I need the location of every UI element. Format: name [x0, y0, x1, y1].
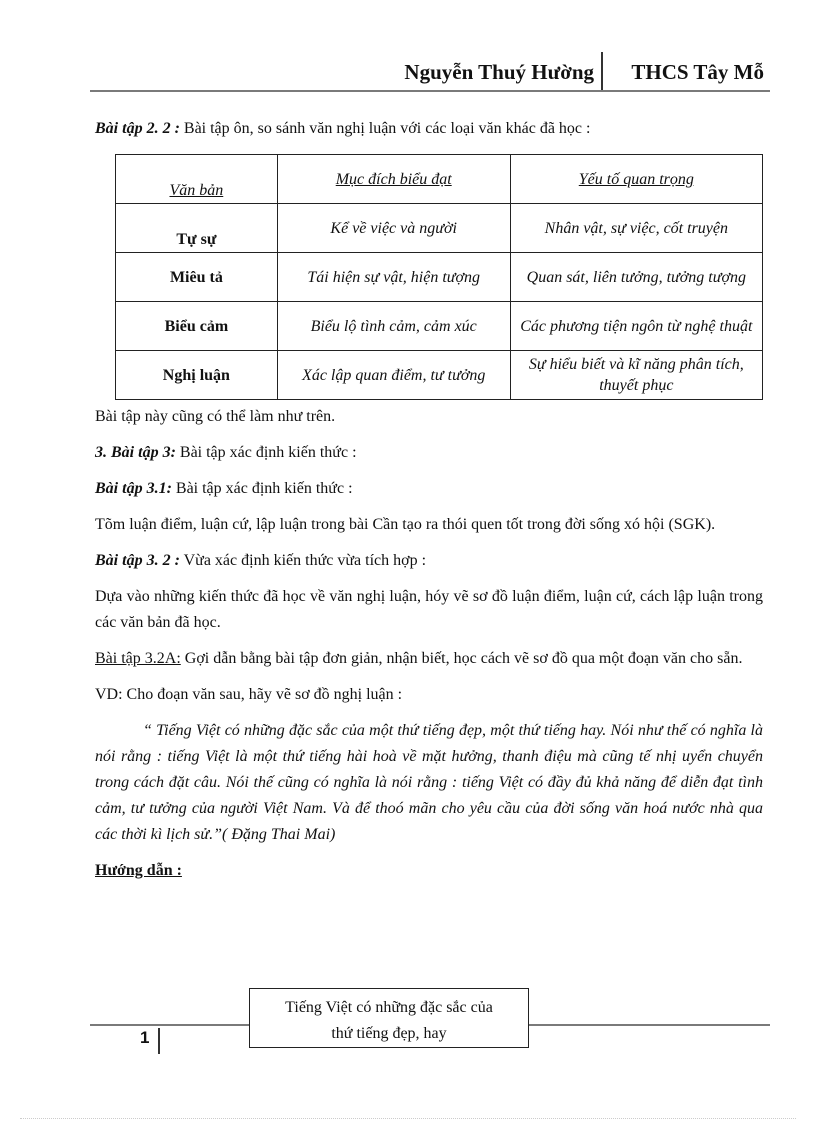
table-cell-type: Tự sự	[116, 204, 278, 253]
exercise-3-2a-label: Bài tập 3.2A:	[95, 650, 181, 667]
header-rule	[90, 90, 770, 92]
exercise-3	[95, 440, 763, 466]
exercise-2-2	[95, 116, 763, 142]
table-row	[116, 351, 763, 400]
quoted-passage: “ Tiếng Việt có những đặc sắc của một thứ tiếng đẹp, một thứ tiếng hay. Nói như thế có nghĩa là nói rằng : tiếng Việt là một thứ tiếng hài hoà về mặt hưởng, thanh điệu mà cũng tế nhị uyển chuyển trong cách đặt câu. Nói thế cũng có nghĩa là nói rằng : tiếng Việt có đầy đủ khả năng để diễn đạt tình cảm, tư tưởng của người Việt Nam. Và để thoó mãn cho yêu cầu của đời sống văn hoá nước nhà qua các thời kì lịch sử.”( Đặng Thai Mai)	[95, 722, 763, 843]
table-cell-purpose: Kể về việc và người	[277, 204, 510, 253]
document-body	[95, 116, 763, 894]
exercise-3-2	[95, 548, 763, 574]
exercise-3-1-body: Tõm luận điểm, luận cứ, lập luận trong bài Cần tạo ra thói quen tốt trong đời sống xó hội (SGK).	[95, 516, 716, 533]
exercise-3-1-label: Bài tập 3.1:	[95, 480, 172, 497]
table-row	[116, 204, 763, 253]
example-prompt: VD: Cho đoạn văn sau, hãy vẽ sơ đồ nghị luận :	[95, 686, 403, 703]
table-cell-purpose: Xác lập quan điểm, tư tưởng	[277, 351, 510, 400]
guide-heading: Hướng dẫn :	[95, 862, 182, 879]
exercise-3-1-text: Bài tập xác định kiến thức :	[171, 480, 353, 497]
comparison-table	[115, 154, 763, 400]
exercise-3-2-label: Bài tập 3. 2 :	[95, 552, 180, 569]
diagram-box	[249, 988, 529, 1048]
exercise-3-text: Bài tập xác định kiến thức :	[175, 444, 357, 461]
page-header	[90, 52, 770, 92]
table-cell-factor: Sự hiểu biết và kĩ năng phân tích, thuyết phục	[510, 351, 762, 400]
exercise-2-2-label: Bài tập 2. 2 :	[95, 120, 180, 137]
table-cell-factor: Các phương tiện ngôn từ nghệ thuật	[510, 302, 762, 351]
table-header-row	[116, 155, 763, 204]
exercise-3-label: 3. Bài tập 3:	[95, 444, 176, 461]
exercise-3-2a-text: Gợi dẫn bằng bài tập đơn giản, nhận biết, học cách vẽ sơ đồ qua một đoạn văn cho sẵn.	[180, 650, 743, 667]
table-header-cell: Mục đích biểu đạt	[277, 155, 510, 204]
exercise-3-2-text: Vừa xác định kiến thức vừa tích hợp :	[179, 552, 427, 569]
table-row	[116, 253, 763, 302]
diagram-line-1: Tiếng Việt có những đặc sắc của	[285, 999, 493, 1016]
page-number-divider	[158, 1028, 160, 1054]
table-row	[116, 302, 763, 351]
note-text: Bài tập này cũng có thể làm như trên.	[95, 408, 336, 425]
exercise-3-1	[95, 476, 763, 502]
school-name: THCS Tây Mỗ	[631, 60, 764, 84]
exercise-3-2-body: Dựa vào những kiến thức đã học về văn nghị luận, hóy vẽ sơ đồ luận điểm, luận cứ, cách lập luận trong các văn bản đã học.	[95, 588, 763, 631]
exercise-3-2a	[95, 646, 763, 672]
table-cell-type: Nghị luận	[116, 351, 278, 400]
diagram-line-2: thứ tiếng đẹp, hay	[331, 1025, 447, 1042]
table-header-cell: Yếu tố quan trọng	[510, 155, 762, 204]
table-cell-purpose: Biểu lộ tình cảm, cảm xúc	[277, 302, 510, 351]
table-cell-factor: Quan sát, liên tưởng, tưởng tượng	[510, 253, 762, 302]
author-name: Nguyễn Thuý Hường	[404, 60, 594, 84]
table-cell-type: Biểu cảm	[116, 302, 278, 351]
page-number: 1	[140, 1028, 150, 1047]
page-bottom-border	[20, 1118, 796, 1119]
table-header-cell: Văn bản	[116, 155, 278, 204]
header-divider	[601, 52, 603, 92]
table-cell-purpose: Tái hiện sự vật, hiện tượng	[277, 253, 510, 302]
exercise-2-2-text: Bài tập ôn, so sánh văn nghị luận với các loại văn khác đã học :	[179, 120, 591, 137]
table-cell-factor: Nhân vật, sự việc, cốt truyện	[510, 204, 762, 253]
table-cell-type: Miêu tả	[116, 253, 278, 302]
